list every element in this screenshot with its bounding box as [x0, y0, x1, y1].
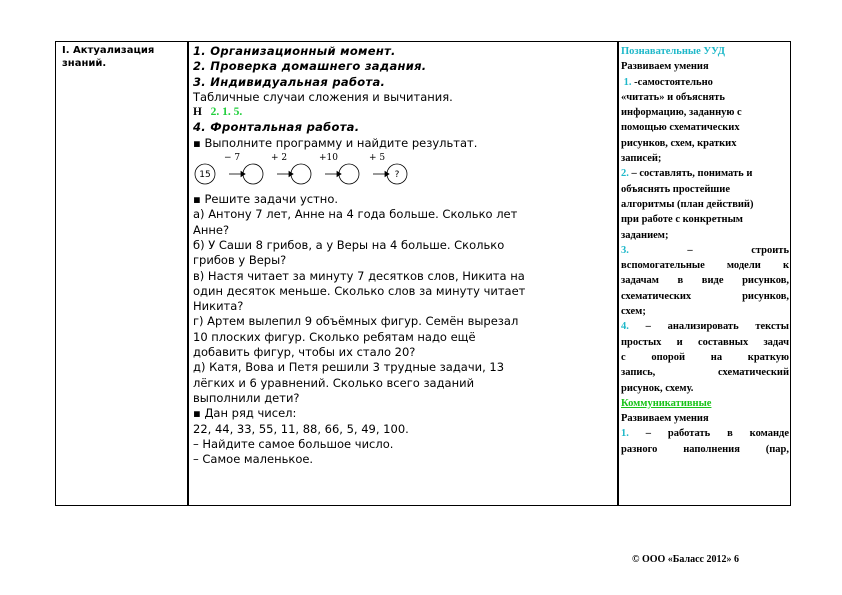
uud-item-line: вспомогательные модели к	[621, 260, 789, 272]
heading-communicative-uud: Коммуникативные	[621, 397, 712, 409]
chain-op-label: +10	[319, 153, 338, 164]
stage-title	[62, 44, 182, 70]
item-text: -самостоятельно	[634, 76, 713, 88]
uud-item-line: объяснять простейшие	[621, 183, 731, 195]
task-line: грибов у Веры?	[193, 253, 287, 268]
uud-item-line: с опорой на краткую	[621, 351, 789, 363]
uud-item-line: записей;	[621, 153, 662, 165]
chain-arrows	[229, 172, 389, 177]
uud-item-line: «читать» и объяснять	[621, 91, 725, 103]
develop-skills-label: Развиваем умения	[621, 413, 709, 425]
uud-item-2-first-line	[621, 166, 789, 181]
item-number: 3.	[621, 244, 629, 256]
task-line: а) Антону 7 лет, Анне на 4 года больше. Сколько лет	[193, 207, 518, 222]
uud-item-line: простых и составных задач	[621, 336, 789, 348]
uud-item-line: помощью схематических	[621, 122, 740, 134]
chain-node	[243, 164, 263, 184]
chain-op-label: + 2	[271, 153, 288, 164]
task-line: г) Артем вылепил 9 объёмных фигур. Семён вырезал	[193, 314, 519, 329]
item-number: 4.	[621, 321, 629, 333]
paragraph-tables: Табличные случаи сложения и вычитания.	[193, 89, 453, 104]
item-dash: –	[687, 244, 693, 256]
stage-title-line: знаний.	[62, 58, 107, 69]
heading-individual: 3. Индивидуальная работа.	[193, 74, 386, 89]
task-line: – Найдите самое большое число.	[193, 436, 394, 451]
tasks-list	[193, 207, 618, 467]
chain-node	[339, 164, 359, 184]
uud-item-line: разного наполнения (пар,	[621, 443, 789, 455]
chain-end-value: ?	[394, 170, 400, 181]
program-chain-diagram	[193, 152, 413, 186]
item-text: – анализировать тексты	[645, 321, 789, 333]
task-line: 10 плоских фигур. Сколько ребятам надо ещё	[193, 329, 476, 344]
lesson-table	[55, 41, 791, 506]
uud-item-line: схематических рисунков,	[621, 290, 789, 302]
task-line: лёгких и 6 уравнений. Сколько всего заданий	[193, 375, 475, 390]
item-text: – работать в команде	[645, 428, 789, 440]
uud-item-1-first-line	[621, 75, 789, 90]
chain-start-value: 15	[199, 170, 211, 181]
lesson-content	[193, 44, 618, 467]
chain-op-label: − 7	[224, 153, 241, 164]
uud-item-line: запись, схематический	[621, 367, 789, 379]
task-line: выполнили дети?	[193, 390, 300, 405]
uud-item-line: схем;	[621, 306, 646, 318]
comm-item-1-first-line	[621, 426, 789, 441]
heading-homework: 2. Проверка домашнего задания.	[193, 59, 427, 74]
uud-item-line: информацию, заданную с	[621, 107, 742, 119]
task-line: – Самое маленькое.	[193, 452, 314, 467]
chain-node	[291, 164, 311, 184]
uud-item-line: алгоритмы (план действий)	[621, 198, 754, 210]
heading-frontal: 4. Фронтальная работа.	[193, 120, 360, 135]
bullet-tasks: ▪ Решите задачи устно.	[193, 192, 339, 207]
chain-op-label: + 5	[369, 153, 386, 164]
develop-skills-label: Развиваем умения	[621, 61, 709, 73]
uud-item-line: рисунок, схему.	[621, 382, 694, 394]
task-line: д) Катя, Вова и Петя решили 3 трудные задачи, 13	[193, 360, 505, 375]
task-line: ▪ Дан ряд чисел:	[193, 406, 297, 421]
uud-column	[621, 44, 789, 457]
uud-item-line: заданием;	[621, 229, 669, 241]
task-line: Анне?	[193, 222, 230, 237]
uud-item-4-first-line	[621, 319, 789, 334]
task-refs	[193, 105, 618, 120]
task-line: б) У Саши 8 грибов, а у Веры на 4 больше. Сколько	[193, 237, 505, 252]
task-numbers: 2. 1. 5.	[210, 106, 243, 119]
uud-item-line: рисунков, схем, кратких	[621, 137, 737, 149]
item-number: 2.	[621, 168, 629, 180]
uud-item-line: задачам в виде рисунков,	[621, 275, 789, 287]
stage-title-line: I. Актуализация	[62, 45, 155, 56]
task-letter: Н	[193, 106, 202, 119]
heading-org: 1. Организационный момент.	[193, 44, 396, 58]
task-line: 22, 44, 33, 55, 11, 88, 66, 5, 49, 100.	[193, 421, 409, 436]
bullet-program: ▪ Выполните программу и найдите результат.	[193, 135, 478, 150]
item-text: строить	[751, 244, 790, 256]
item-number: 1.	[623, 76, 632, 88]
item-number: 1.	[621, 428, 629, 440]
uud-item-3-first-line	[621, 243, 789, 258]
copyright-footer: © ООО «Баласс 2012» 6	[632, 554, 739, 565]
task-line: один десяток меньше. Сколько слов за минуту читает	[193, 283, 526, 298]
column-divider	[187, 42, 189, 505]
task-line: Никита?	[193, 299, 244, 314]
uud-item-line: при работе с конкретным	[621, 214, 743, 226]
task-line: добавить фигур, чтобы их стало 20?	[193, 345, 416, 360]
heading-cognitive-uud: Познавательные УУД	[621, 46, 725, 57]
program-chain-svg	[193, 152, 413, 186]
item-text: – составлять, понимать и	[631, 168, 753, 180]
task-line: в) Настя читает за минуту 7 десятков слов, Никита на	[193, 268, 525, 283]
